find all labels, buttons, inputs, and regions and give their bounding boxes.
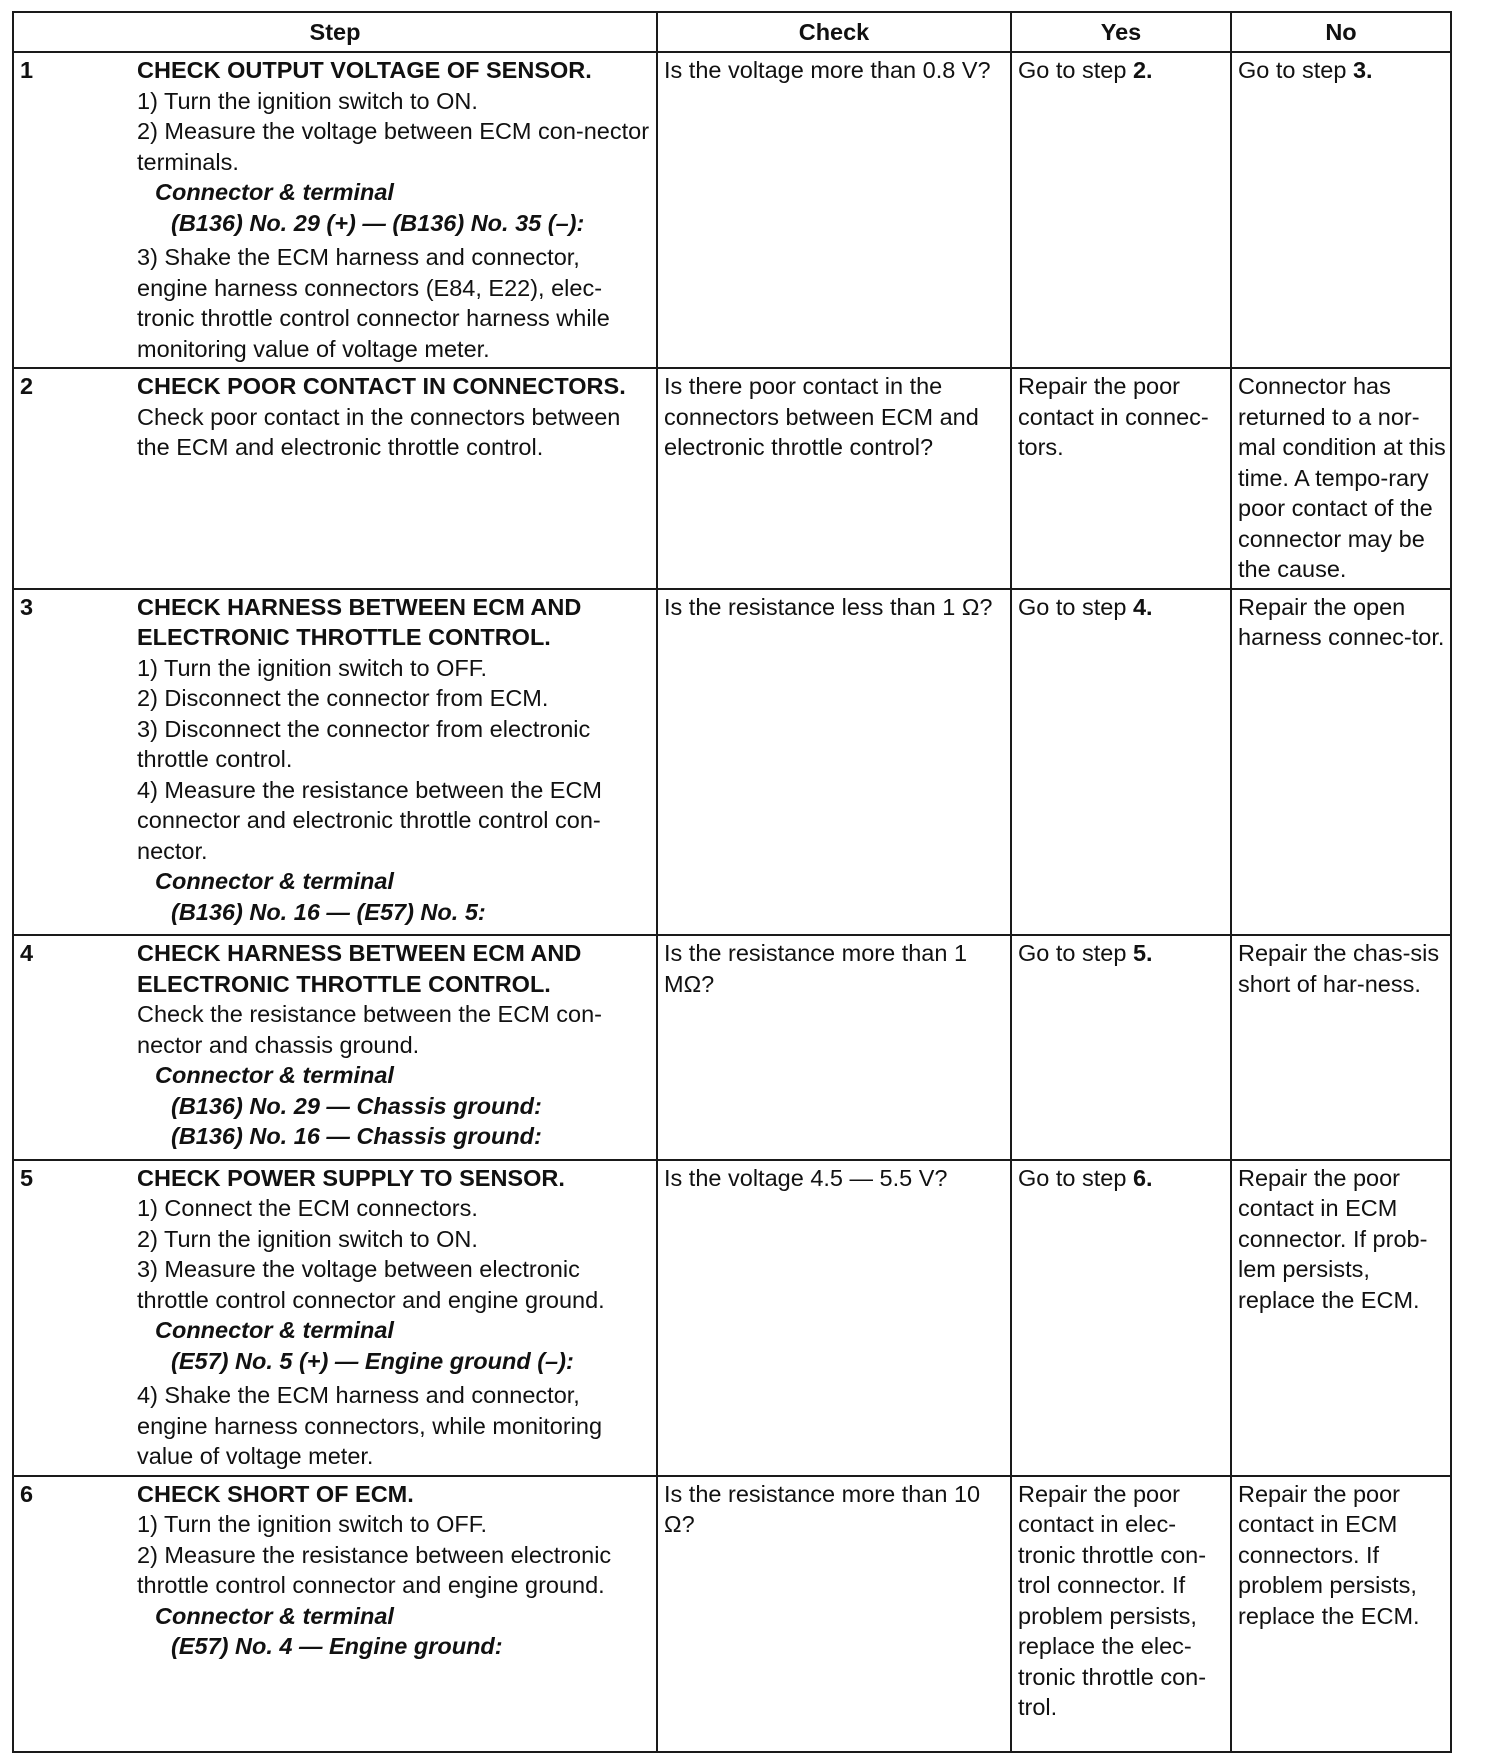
step-item: 1) Connect the ECM connectors.	[137, 1195, 478, 1221]
step-number: 4	[13, 935, 131, 1160]
step-number: 2	[13, 368, 131, 589]
step-title: CHECK POWER SUPPLY TO SENSOR.	[137, 1164, 565, 1191]
step-intro: Check the resistance between the ECM con-nector and chassis ground.	[137, 1001, 603, 1058]
no-cell: Repair the chas-sis short of har-ness.	[1231, 935, 1451, 1160]
connector-terminal: (B136) No. 16 — Chassis ground:	[171, 1123, 542, 1149]
step-content	[131, 368, 657, 589]
step-item: 3) Disconnect the connector from electronic throttle control.	[137, 715, 591, 772]
connector-terminal: (E57) No. 5 (+) — Engine ground (–):	[171, 1347, 574, 1374]
step-content	[131, 935, 657, 1160]
check-cell: Is there poor contact in the connectors between ECM and electronic throttle control?	[657, 368, 1011, 589]
step-content	[131, 1476, 657, 1752]
connector-terminal: (B136) No. 29 — Chassis ground:	[171, 1092, 542, 1119]
check-cell: Is the resistance less than 1 Ω?	[657, 589, 1011, 936]
step-item: 4) Shake the ECM harness and connector, engine harness connectors, while monitoring value of voltage meter.	[137, 1382, 603, 1469]
step-title: CHECK POOR CONTACT IN CONNECTORS.	[137, 373, 626, 399]
step-content	[131, 52, 657, 368]
connector-label: Connector & terminal	[155, 1317, 394, 1343]
yes-step: 6.	[1132, 1164, 1153, 1191]
yes-step: 2.	[1132, 57, 1153, 83]
table-row	[13, 589, 1451, 936]
step-number: 6	[13, 1476, 131, 1752]
yes-text: Go to step	[1018, 57, 1133, 83]
connector-label: Connector & terminal	[155, 1602, 394, 1629]
yes-step: 5.	[1132, 940, 1153, 966]
connector-label: Connector & terminal	[155, 868, 394, 894]
no-cell	[1231, 52, 1451, 368]
header-step: Step	[13, 12, 657, 52]
check-cell: Is the voltage 4.5 — 5.5 V?	[657, 1160, 1011, 1476]
step-title: CHECK SHORT OF ECM.	[137, 1480, 414, 1507]
yes-text: Go to step	[1018, 940, 1133, 966]
yes-cell: Repair the poor contact in elec-tronic throttle con-trol connector. If problem persists, replace the elec-tronic throttle con-trol.	[1011, 1476, 1231, 1752]
check-cell: Is the voltage more than 0.8 V?	[657, 52, 1011, 368]
step-content	[131, 589, 657, 936]
step-item: 3) Shake the ECM harness and connector, engine harness connectors (E84, E22), elec-tronic throttle control connector harness while monitoring value of voltage meter.	[137, 244, 610, 362]
no-text: Go to step	[1238, 57, 1353, 83]
yes-cell	[1011, 1160, 1231, 1476]
diagnosis-table	[12, 11, 1452, 1753]
header-yes: Yes	[1011, 12, 1231, 52]
no-step: 3.	[1352, 57, 1373, 83]
no-cell: Connector has returned to a nor-mal condition at this time. A tempo-rary poor contact of the connector may be the cause.	[1231, 368, 1451, 589]
header-no: No	[1231, 12, 1451, 52]
connector-label: Connector & terminal	[155, 179, 394, 205]
table-row	[13, 1476, 1451, 1752]
table-row	[13, 1160, 1451, 1476]
no-cell: Repair the poor contact in ECM connectors. If problem persists, replace the ECM.	[1231, 1476, 1451, 1752]
step-item: 2) Measure the voltage between ECM con-nector terminals.	[137, 118, 650, 175]
yes-text: Go to step	[1018, 1164, 1133, 1191]
connector-label: Connector & terminal	[155, 1062, 394, 1088]
header-check: Check	[657, 12, 1011, 52]
step-number: 3	[13, 589, 131, 936]
step-item: 4) Measure the resistance between the ECM connector and electronic throttle control con-nector.	[137, 776, 603, 864]
connector-terminal: (B136) No. 29 (+) — (B136) No. 35 (–):	[171, 209, 585, 236]
step-title: CHECK HARNESS BETWEEN ECM AND ELECTRONIC THROTTLE CONTROL.	[137, 940, 582, 997]
step-number: 1	[13, 52, 131, 368]
connector-terminal: (E57) No. 4 — Engine ground:	[171, 1633, 503, 1659]
connector-terminal: (B136) No. 16 — (E57) No. 5:	[171, 898, 486, 925]
yes-text: Go to step	[1018, 593, 1133, 620]
header-row	[13, 12, 1451, 52]
step-intro: Check poor contact in the connectors between the ECM and electronic throttle control.	[137, 403, 621, 460]
step-item: 3) Measure the voltage between electronic throttle control connector and engine ground.	[137, 1256, 605, 1313]
step-content	[131, 1160, 657, 1476]
step-title: CHECK OUTPUT VOLTAGE OF SENSOR.	[137, 57, 592, 83]
step-item: 2) Disconnect the connector from ECM.	[137, 685, 549, 711]
table-row	[13, 52, 1451, 368]
step-item: 1) Turn the ignition switch to OFF.	[137, 1511, 488, 1537]
no-cell: Repair the poor contact in ECM connector. If prob-lem persists, replace the ECM.	[1231, 1160, 1451, 1476]
step-title: CHECK HARNESS BETWEEN ECM AND ELECTRONIC THROTTLE CONTROL.	[137, 593, 582, 650]
yes-cell: Repair the poor contact in connec-tors.	[1011, 368, 1231, 589]
step-item: 2) Turn the ignition switch to ON.	[137, 1225, 478, 1252]
step-item: 1) Turn the ignition switch to OFF.	[137, 654, 488, 681]
yes-cell	[1011, 589, 1231, 936]
step-number: 5	[13, 1160, 131, 1476]
table-row	[13, 368, 1451, 589]
yes-cell	[1011, 935, 1231, 1160]
check-cell: Is the resistance more than 10 Ω?	[657, 1476, 1011, 1752]
no-cell: Repair the open harness connec-tor.	[1231, 589, 1451, 936]
check-cell: Is the resistance more than 1 MΩ?	[657, 935, 1011, 1160]
step-item: 2) Measure the resistance between electronic throttle control connector and engine ground.	[137, 1541, 612, 1598]
table-row	[13, 935, 1451, 1160]
yes-cell	[1011, 52, 1231, 368]
step-item: 1) Turn the ignition switch to ON.	[137, 87, 478, 114]
yes-step: 4.	[1132, 593, 1153, 620]
